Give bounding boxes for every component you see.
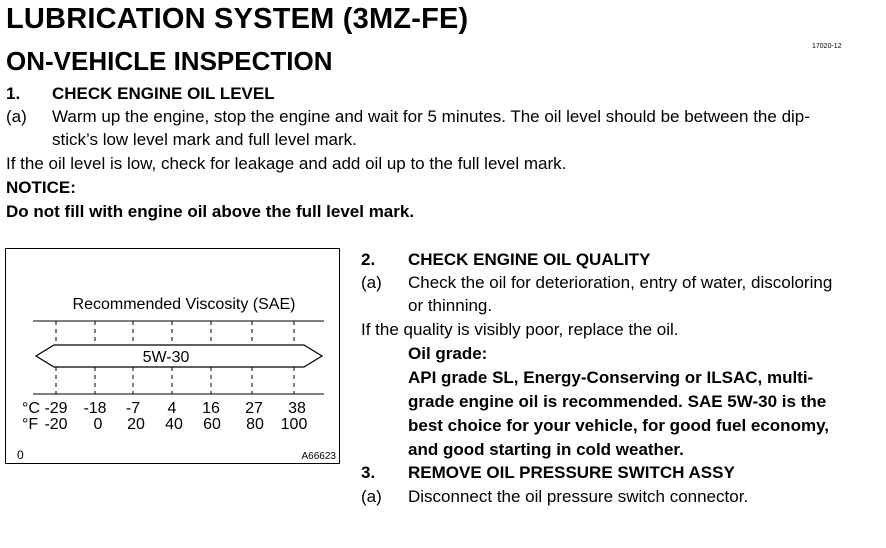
step-1a-label: (a) — [6, 107, 27, 126]
fahrenheit-tick: 80 — [246, 416, 264, 433]
step-1a-text-line2: stick’s low level mark and full level mark. — [52, 130, 357, 149]
celsius-tick: 4 — [167, 400, 177, 417]
celsius-tick: 16 — [202, 400, 220, 417]
step-2-note: If the quality is visibly poor, replace the oil. — [361, 320, 679, 339]
celsius-tick-labels — [44, 400, 306, 417]
figure-title: Recommended Viscosity (SAE) — [72, 296, 296, 313]
oil-grade-label: Oil grade: — [408, 344, 488, 363]
notice-label: NOTICE: — [6, 178, 76, 197]
celsius-tick: 38 — [288, 400, 306, 417]
figure-corner-mark: 0 — [17, 448, 24, 462]
page-title: LUBRICATION SYSTEM (3MZ-FE) — [6, 3, 469, 35]
step-1a-text-line1: Warm up the engine, stop the engine and wait for 5 minutes. The oil level should be between the dip- — [52, 107, 810, 126]
celsius-tick: -7 — [125, 400, 141, 417]
step-3a-label: (a) — [361, 487, 382, 506]
step-2a-text-line1: Check the oil for deterioration, entry of water, discoloring — [408, 273, 833, 292]
oil-grade-text-line3: best choice for your vehicle, for good fuel economy, — [408, 416, 829, 435]
fahrenheit-tick: 40 — [165, 416, 183, 433]
viscosity-figure — [5, 248, 340, 464]
fahrenheit-tick: -20 — [44, 416, 68, 433]
celsius-tick: -18 — [83, 400, 107, 417]
figure-id: A66623 — [301, 451, 336, 462]
step-1-note: If the oil level is low, check for leakage and add oil up to the full level mark. — [6, 154, 567, 173]
section-title: ON-VEHICLE INSPECTION — [6, 46, 333, 76]
celsius-tick: 27 — [245, 400, 263, 417]
fahrenheit-unit-label: °F — [22, 416, 39, 433]
celsius-unit-label: °C — [22, 400, 40, 417]
step-2-number: 2. — [361, 250, 376, 269]
fahrenheit-tick: 100 — [280, 416, 308, 433]
step-1-number: 1. — [6, 84, 21, 103]
step-2-heading: CHECK ENGINE OIL QUALITY — [408, 250, 651, 269]
oil-grade-text-line4: and good starting in cold weather. — [408, 440, 684, 459]
step-3a-text: Disconnect the oil pressure switch connector. — [408, 487, 749, 506]
step-3-number: 3. — [361, 463, 376, 482]
oil-grade-text-line2: grade engine oil is recommended. SAE 5W-30 is the — [408, 392, 827, 411]
fahrenheit-tick: 60 — [203, 416, 221, 433]
document-id: 17020-12 — [812, 43, 842, 50]
step-2a-text-line2: or thinning. — [408, 296, 493, 315]
celsius-tick: -29 — [44, 400, 68, 417]
fahrenheit-tick: 20 — [127, 416, 145, 433]
step-1-heading: CHECK ENGINE OIL LEVEL — [52, 84, 275, 103]
viscosity-grade-label: 5W-30 — [142, 349, 190, 366]
fahrenheit-tick: 0 — [93, 416, 103, 433]
fahrenheit-tick-labels — [44, 416, 307, 433]
step-3-heading: REMOVE OIL PRESSURE SWITCH ASSY — [408, 463, 735, 482]
step-2a-label: (a) — [361, 273, 382, 292]
viscosity-chart — [6, 249, 341, 465]
oil-grade-text-line1: API grade SL, Energy-Conserving or ILSAC, multi- — [408, 368, 814, 387]
notice-text: Do not fill with engine oil above the full level mark. — [6, 202, 415, 221]
